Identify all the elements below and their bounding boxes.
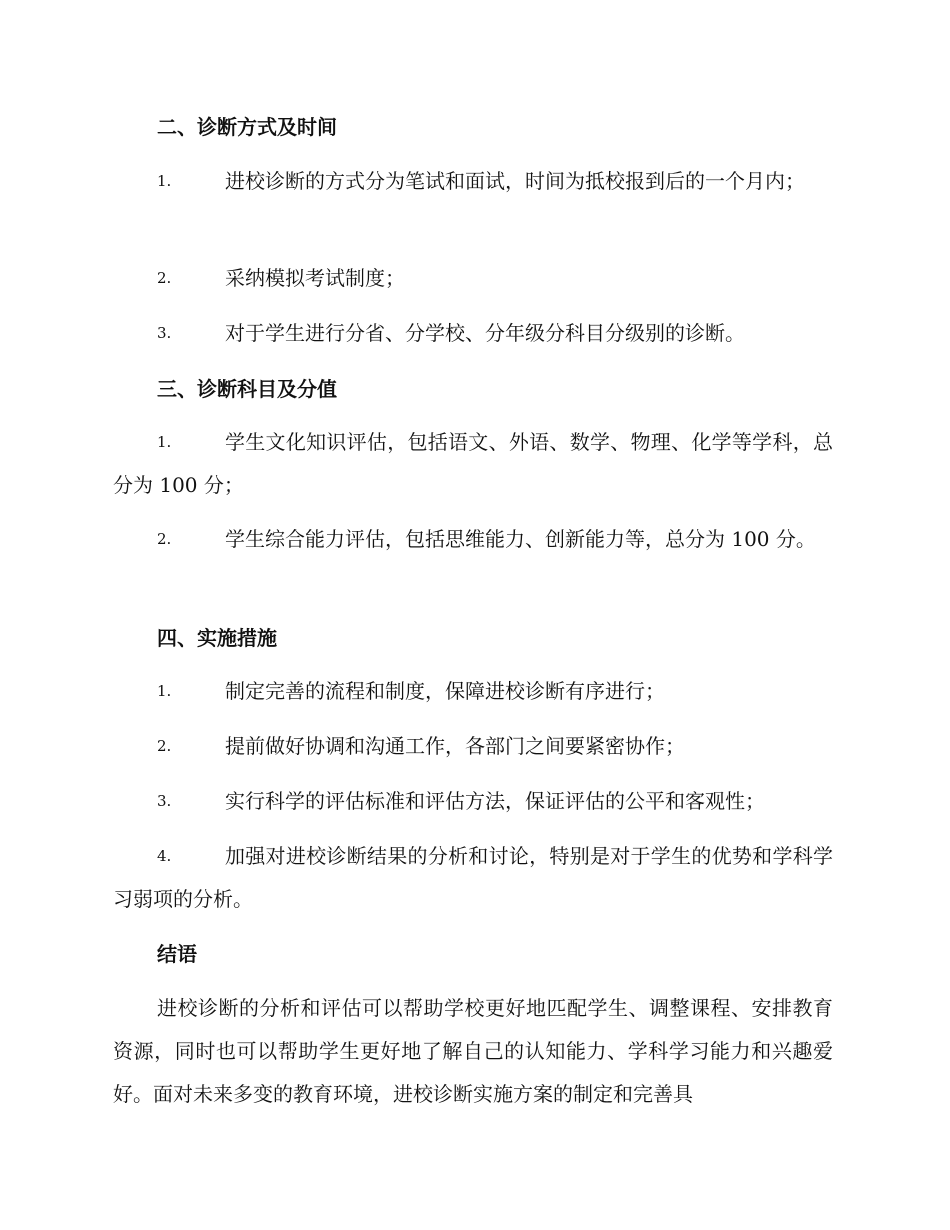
list-item-text: 加强对进校诊断结果的分析和讨论，特别是对于学生的优势和学科学习弱项的分析。	[113, 844, 833, 911]
list-item-number: 3.	[157, 324, 172, 342]
list-item-number: 1.	[157, 682, 172, 700]
list-item	[113, 835, 833, 921]
list-item-number: 4.	[157, 847, 172, 865]
list-item	[113, 670, 833, 713]
list-item	[113, 160, 833, 203]
list-item-text: 进校诊断的方式分为笔试和面试，时间为抵校报到后的一个月内；	[225, 169, 805, 193]
list-item-number: 2.	[157, 269, 172, 287]
list-item-text: 对于学生进行分省、分学校、分年级分科目分级别的诊断。	[225, 321, 745, 345]
list-item-text: 学生文化知识评估，包括语文、外语、数学、物理、化学等学科，总分为 100 分；	[113, 430, 833, 497]
conclusion-heading: 结语	[157, 942, 197, 966]
list-item-number: 1.	[157, 172, 172, 190]
list-item-text: 采纳模拟考试制度；	[225, 266, 405, 290]
list-item-number: 3.	[157, 792, 172, 810]
list-item	[113, 257, 833, 300]
list-item-text: 实行科学的评估标准和评估方法，保证评估的公平和客观性；	[225, 789, 765, 813]
list-item-number: 1.	[157, 433, 172, 451]
section-heading-diagnosis-method: 二、诊断方式及时间	[157, 115, 337, 139]
list-item-text: 提前做好协调和沟通工作，各部门之间要紧密协作；	[225, 734, 685, 758]
list-item	[113, 312, 833, 355]
list-item	[113, 780, 833, 823]
list-item-number: 2.	[157, 737, 172, 755]
conclusion-paragraph: 进校诊断的分析和评估可以帮助学校更好地匹配学生、调整课程、安排教育资源，同时也可以帮助学生更好地了解自己的认知能力、学科学习能力和兴趣爱好。面对未来多变的教育环境，进校诊断实施方案的制定和完善具	[113, 996, 833, 1106]
section-heading-measures: 四、实施措施	[157, 626, 277, 650]
section-heading-subjects-scores: 三、诊断科目及分值	[157, 377, 337, 401]
list-item-text: 学生综合能力评估，包括思维能力、创新能力等，总分为 100 分。	[225, 527, 816, 551]
list-item	[113, 421, 833, 507]
list-item	[113, 518, 833, 561]
list-item-text: 制定完善的流程和制度，保障进校诊断有序进行；	[225, 679, 665, 703]
list-item	[113, 725, 833, 768]
list-item-number: 2.	[157, 530, 172, 548]
